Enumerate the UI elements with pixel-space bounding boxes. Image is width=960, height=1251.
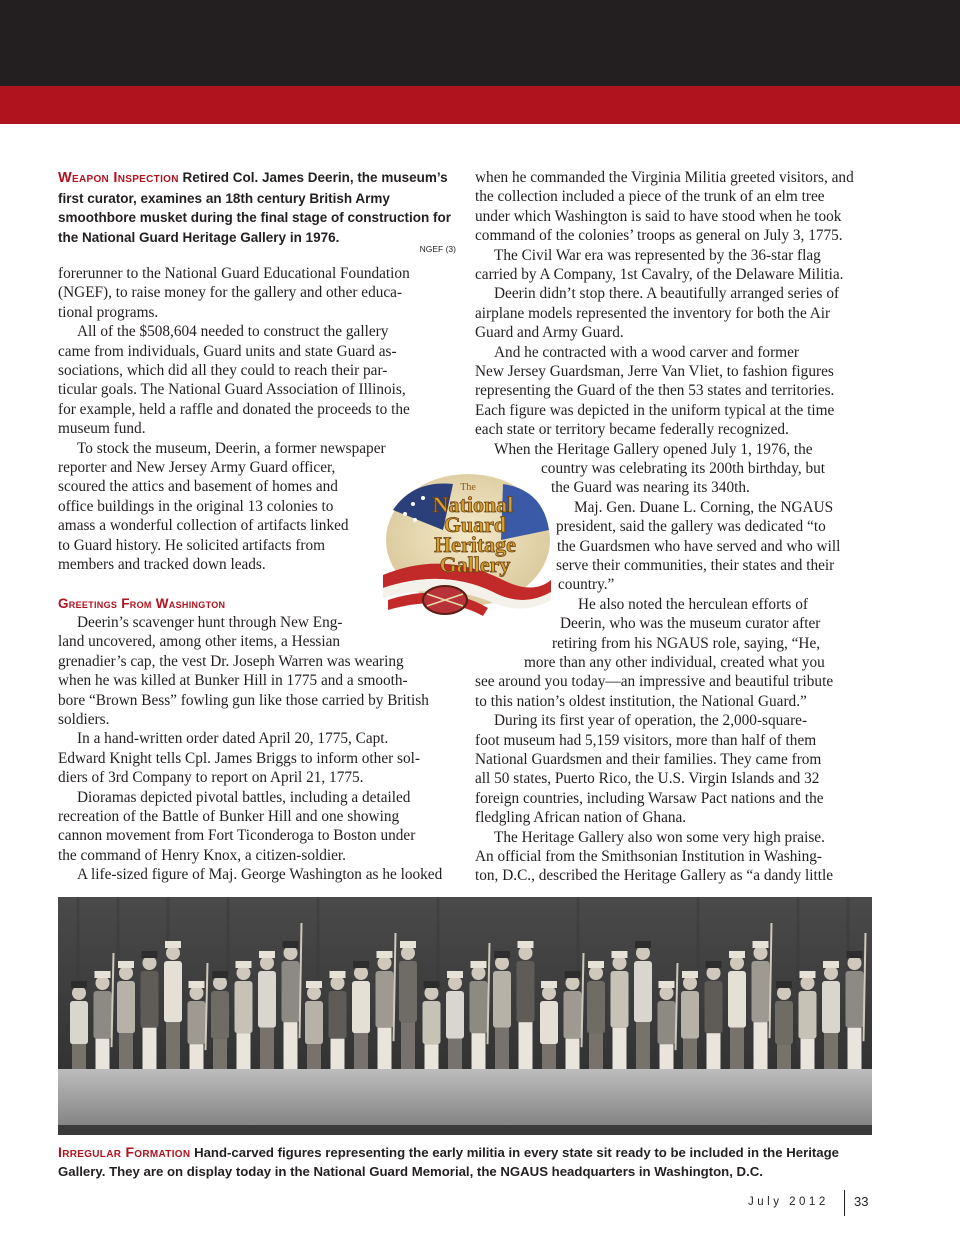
text-line: New Jersey Guardsman, Jerre Van Vliet, to fashion figures: [475, 363, 834, 380]
text-line: the Guard was nearing its 340th.: [551, 479, 750, 497]
text-line: came from individuals, Guard units and state Guard as-: [58, 342, 397, 360]
text-line: diers of 3rd Company to report on April 21, 1775.: [58, 769, 364, 787]
text-line: airplane models represented the inventory for both the Air: [475, 304, 831, 322]
carved-figure: [423, 981, 441, 1079]
text-line: office buildings in the original 13 colonies to: [58, 497, 334, 515]
text-line: National Guardsmen and their families. They came from: [475, 751, 822, 768]
text-line: under which Washington is said to have stood when he took: [475, 207, 842, 225]
text-line: the Guardsmen who have served and who will: [557, 537, 841, 555]
text-line: forerunner to the National Guard Educational Foundation: [58, 265, 410, 282]
text-line: bore “Brown Bess” fowling gun like those carried by British: [58, 691, 429, 709]
text-line: cannon movement from Fort Ticonderoga to Boston under: [58, 827, 416, 845]
logo-line-4: Gallery: [439, 552, 511, 577]
text-line: serve their communities, their states and their: [556, 557, 835, 574]
text-line: Dioramas depicted pivotal battles, including a detailed: [77, 788, 411, 806]
text-line: All of the $508,604 needed to construct the gallery: [77, 323, 389, 341]
page-number: 33: [854, 1194, 869, 1209]
text-line: more than any other individual, created what you: [524, 654, 825, 671]
subhead: Greetings From Washington: [58, 596, 226, 611]
text-line: Each figure was depicted in the uniform typical at the time: [475, 401, 835, 419]
carved-figures-photo: [58, 897, 872, 1135]
carved-figure: [775, 981, 793, 1079]
text-line: sociations, which did all they could to reach their par-: [58, 362, 388, 379]
logo-the: The: [460, 482, 476, 493]
text-line: Deerin, who was the museum curator after: [560, 615, 821, 633]
text-line: recreation of the Battle of Bunker Hill and one showing: [58, 808, 400, 825]
text-line: Deerin didn’t stop there. A beautifully arranged series of: [494, 285, 840, 303]
text-line: when he commanded the Virginia Militia greeted visitors, and: [475, 169, 854, 186]
folio-divider: [844, 1190, 845, 1216]
text-line: The Civil War era was represented by the 36-star flag: [494, 246, 821, 264]
text-line: the collection included a piece of the trunk of an elm tree: [475, 188, 825, 206]
logo-line-2: Guard: [443, 512, 507, 537]
text-line: president, said the gallery was dedicated “to: [556, 518, 826, 536]
photo-caption-top: [58, 168, 458, 247]
caption-kicker: Weapon Inspection: [58, 170, 179, 186]
text-line: retiring from his NGAUS role, saying, “He,: [552, 634, 821, 652]
carved-figure: [164, 941, 182, 1079]
logo-line-3: Heritage: [434, 532, 516, 557]
text-line: In a hand-written order dated April 20, 1775, Capt.: [77, 730, 389, 748]
text-line: tional programs.: [58, 303, 159, 321]
photo-credit: NGEF (3): [419, 244, 456, 254]
issue-date: July 2012: [748, 1196, 829, 1208]
header-black-band: [0, 0, 960, 86]
text-line: soldiers.: [58, 711, 110, 728]
text-line: when he was killed at Bunker Hill in 1775 and a smooth-: [58, 672, 408, 690]
text-line: grenadier’s cap, the vest Dr. Joseph Warren was wearing: [58, 652, 404, 670]
text-line: (NGEF), to raise money for the gallery and other educa-: [58, 284, 403, 302]
carved-figure: [305, 981, 323, 1079]
text-line: Maj. Gen. Duane L. Corning, the NGAUS: [574, 498, 834, 516]
text-line: fledgling African nation of Ghana.: [475, 809, 687, 827]
text-line: representing the Guard of the then 53 states and territories.: [475, 382, 835, 400]
text-line: land uncovered, among other items, a Hessian: [58, 633, 341, 651]
text-line: all 50 states, Puerto Rico, the U.S. Virgin Islands and 32: [475, 770, 820, 788]
text-line: Guard and Army Guard.: [475, 324, 624, 342]
text-line: carried by A Company, 1st Cavalry, of the Delaware Militia.: [475, 266, 844, 283]
carved-figure: [399, 941, 417, 1079]
header-red-band: [0, 86, 960, 124]
carved-figure: [540, 981, 558, 1079]
carved-figure: [634, 941, 652, 1079]
text-line: to Guard history. He solicited artifacts from: [58, 536, 326, 554]
logo-line-1: National: [432, 492, 514, 517]
text-line: the command of Henry Knox, a citizen-soldier.: [58, 846, 347, 864]
heritage-gallery-logo: [383, 470, 553, 620]
text-line: scoured the attics and basement of homes and: [58, 478, 338, 496]
text-line: Edward Knight tells Cpl. James Briggs to inform other sol-: [58, 749, 420, 767]
text-line: reporter and New Jersey Army Guard officer,: [58, 459, 336, 476]
text-line: A life-sized figure of Maj. George Washington as he looked: [77, 866, 443, 884]
text-line: each state or territory became federally recognized.: [475, 421, 789, 439]
carved-figure: [70, 981, 88, 1079]
text-line: To stock the museum, Deerin, a former newspaper: [77, 439, 386, 457]
carved-figure: [517, 941, 535, 1079]
text-line: ticular goals. The National Guard Association of Illinois,: [58, 381, 406, 399]
text-line: command of the colonies’ troops as general on July 3, 1775.: [475, 227, 843, 245]
text-line: An official from the Smithsonian Institution in Washing-: [475, 848, 823, 865]
text-line: The Heritage Gallery also won some very high praise.: [494, 828, 825, 846]
caption-kicker: Irregular Formation: [58, 1144, 191, 1160]
text-line: foot museum had 5,159 visitors, more than half of them: [475, 731, 817, 749]
text-line: museum fund.: [58, 420, 146, 438]
text-line: country was celebrating its 200th birthday, but: [541, 460, 826, 477]
text-line: ton, D.C., described the Heritage Gallery as “a dandy little: [475, 867, 834, 885]
caption-text: Retired Col. James Deerin, the museum’s first curator, examines an 18th century British Army smoothbore musket during the final stage of construction for the National Guard Heritage Gallery in 1976.: [58, 170, 452, 245]
text-line: Deerin’s scavenger hunt through New Eng-: [77, 614, 343, 631]
text-line: When the Heritage Gallery opened July 1, 1976, the: [494, 440, 813, 458]
photo-caption-bottom: [58, 1143, 878, 1181]
text-line: amass a wonderful collection of artifacts linked: [58, 517, 349, 535]
text-line: He also noted the herculean efforts of: [578, 595, 808, 613]
text-line: for example, held a raffle and donated the proceeds to the: [58, 400, 410, 418]
text-line: During its first year of operation, the 2,000-square-: [494, 712, 808, 730]
text-line: And he contracted with a wood carver and former: [494, 343, 799, 361]
text-line: to this nation’s oldest institution, the National Guard.”: [475, 692, 807, 710]
text-line: members and tracked down leads.: [58, 556, 266, 573]
text-line: country.”: [558, 576, 615, 594]
caption-text: Hand-carved figures representing the early militia in every state sit ready to be included in the Heritage Gallery. They are on display today in the National Guard Memorial, the NGAUS headquarters in Washington, D.C.: [58, 1145, 839, 1179]
text-line: see around you today—an impressive and beautiful tribute: [475, 673, 834, 691]
text-line: foreign countries, including Warsaw Pact nations and the: [475, 789, 824, 807]
